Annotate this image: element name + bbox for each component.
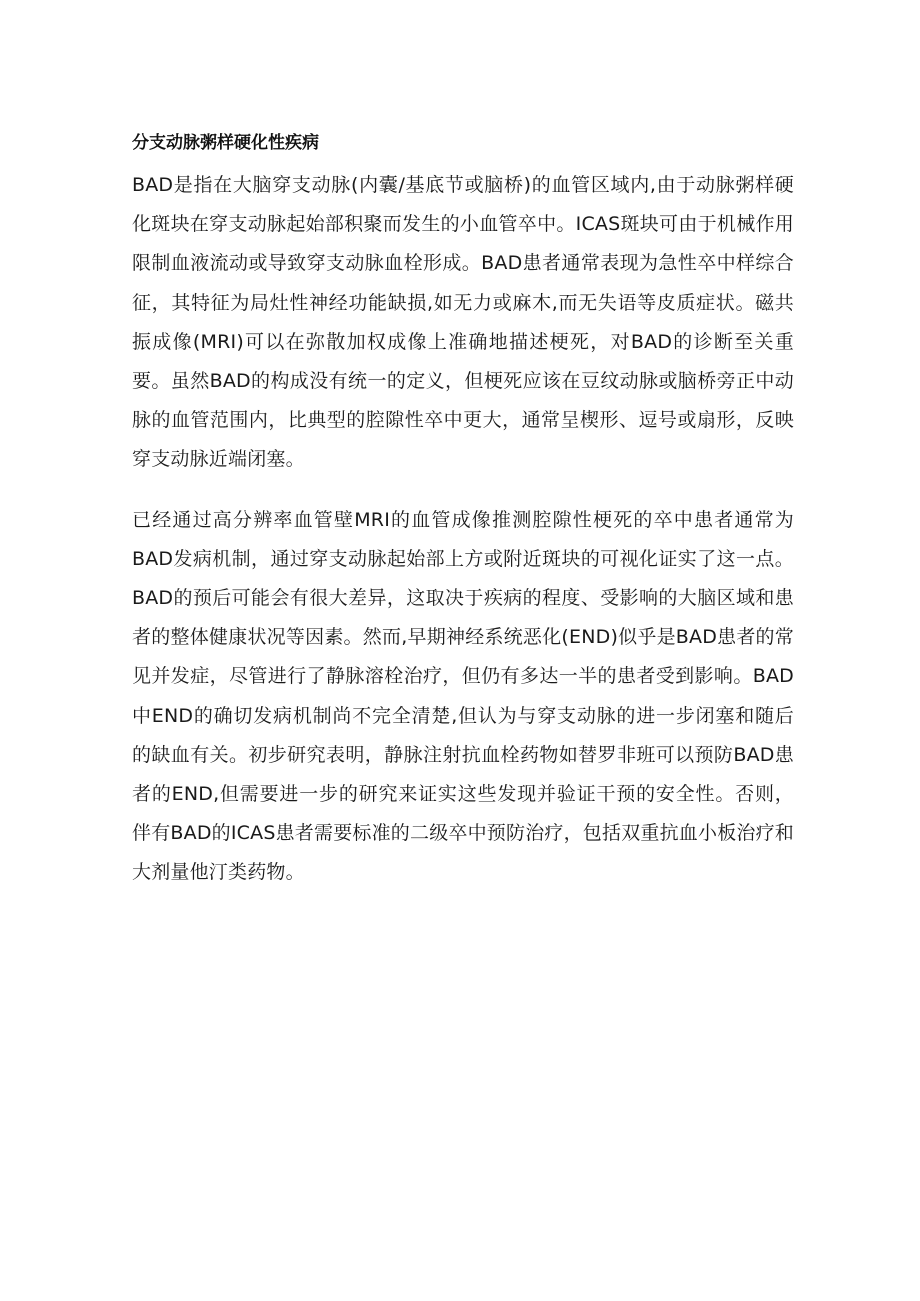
document-page <box>132 128 794 893</box>
document-heading: 分支动脉粥样硬化性疾病 <box>132 133 319 153</box>
paragraph-1: BAD是指在大脑穿支动脉(内囊/基底节或脑桥)的血管区域内,由于动脉粥样硬化斑块在穿支动脉起始部积聚而发生的小血管卒中。ICAS斑块可由于机械作用限制血液流动或导致穿支动脉血栓形成。BAD患者通常表现为急性卒中样综合征，其特征为局灶性神经功能缺损,如无力或麻木,而无失语等皮质症状。磁共振成像(MRI)可以在弥散加权成像上准确地描述梗死，对BAD的诊断至关重要。虽然BAD的构成没有统一的定义，但梗死应该在豆纹动脉或脑桥旁正中动脉的血管范围内，比典型的腔隙性卒中更大，通常呈楔形、逗号或扇形，反映穿支动脉近端闭塞。 <box>132 174 794 471</box>
paragraph-2: 已经通过高分辨率血管壁MRI的血管成像推测腔隙性梗死的卒中患者通常为BAD发病机制，通过穿支动脉起始部上方或附近斑块的可视化证实了这一点。BAD的预后可能会有很大差异，这取决于疾病的程度、受影响的大脑区域和患者的整体健康状况等因素。然而,早期神经系统恶化(END)似乎是BAD患者的常见并发症，尽管进行了静脉溶栓治疗，但仍有多达一半的患者受到影响。BAD中END的确切发病机制尚不完全清楚,但认为与穿支动脉的进一步闭塞和随后的缺血有关。初步研究表明，静脉注射抗血栓药物如替罗非班可以预防BAD患者的END,但需要进一步的研究来证实这些发现并验证干预的安全性。否则，伴有BAD的ICAS患者需要标准的二级卒中预防治疗，包括双重抗血小板治疗和大剂量他汀类药物。 <box>132 508 794 884</box>
